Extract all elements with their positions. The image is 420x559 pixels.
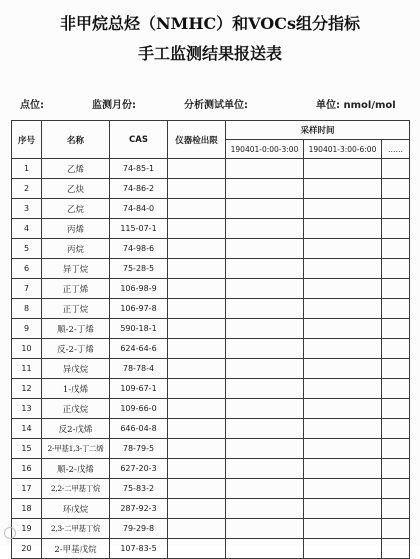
cas-number: 646-04-8 [110,419,168,439]
time-slot-2-cell [304,499,382,519]
row-number: 19 [12,519,42,539]
header-no: 序号 [12,121,42,159]
results-table [11,120,410,559]
detection-limit-cell [168,239,226,259]
time-slot-more-cell [382,259,410,279]
detection-limit-cell [168,199,226,219]
time-slot-1-cell [226,319,304,339]
row-number: 18 [12,499,42,519]
compound-name: 顺-2-丁烯 [42,319,110,339]
table-row [12,499,410,519]
table-row [12,339,410,359]
table-row [12,319,410,339]
row-number: 6 [12,259,42,279]
time-slot-more-cell [382,419,410,439]
cas-number: 79-29-8 [110,519,168,539]
detection-limit-cell [168,179,226,199]
row-number: 8 [12,299,42,319]
detection-limit-cell [168,319,226,339]
time-slot-2-cell [304,479,382,499]
compound-name: 2-甲基1,3-丁二烯 [42,439,110,459]
time-slot-more-cell [382,439,410,459]
table-row [12,179,410,199]
header-time-slot-more: …… [382,140,410,159]
row-number: 15 [12,439,42,459]
time-slot-1-cell [226,539,304,559]
table-row [12,539,410,559]
detection-limit-cell [168,159,226,179]
time-slot-2-cell [304,419,382,439]
time-slot-2-cell [304,159,382,179]
compound-name: 乙烯 [42,159,110,179]
table-row [12,299,410,319]
cas-number: 74-98-6 [110,239,168,259]
row-number: 5 [12,239,42,259]
time-slot-1-cell [226,459,304,479]
row-number: 7 [12,279,42,299]
time-slot-2-cell [304,539,382,559]
cas-number: 109-66-0 [110,399,168,419]
cas-number: 590-18-1 [110,319,168,339]
compound-name: 2-甲基戊烷 [42,539,110,559]
time-slot-1-cell [226,179,304,199]
cas-number: 74-85-1 [110,159,168,179]
table-row [12,459,410,479]
compound-name: 乙炔 [42,179,110,199]
table-row [12,219,410,239]
cas-number: 287-92-3 [110,499,168,519]
time-slot-2-cell [304,279,382,299]
compound-name: 丙烯 [42,219,110,239]
time-slot-1-cell [226,379,304,399]
header-time-slot-1: 190401-0:00-3:00 [226,140,304,159]
time-slot-2-cell [304,379,382,399]
time-slot-more-cell [382,539,410,559]
detection-limit-cell [168,519,226,539]
time-slot-1-cell [226,499,304,519]
cas-number: 75-28-5 [110,259,168,279]
time-slot-2-cell [304,519,382,539]
cas-number: 109-67-1 [110,379,168,399]
detection-limit-cell [168,459,226,479]
time-slot-1-cell [226,279,304,299]
detection-limit-cell [168,439,226,459]
detection-limit-cell [168,499,226,519]
time-slot-more-cell [382,319,410,339]
compound-name: 2,3-二甲基丁烷 [42,519,110,539]
row-number: 1 [12,159,42,179]
time-slot-1-cell [226,339,304,359]
table-row [12,199,410,219]
row-number: 12 [12,379,42,399]
time-slot-1-cell [226,479,304,499]
time-slot-more-cell [382,279,410,299]
time-slot-2-cell [304,199,382,219]
time-slot-2-cell [304,219,382,239]
time-slot-more-cell [382,239,410,259]
compound-name: 反2-戊烯 [42,419,110,439]
time-slot-more-cell [382,299,410,319]
detection-limit-cell [168,539,226,559]
time-slot-more-cell [382,519,410,539]
table-row [12,359,410,379]
time-slot-more-cell [382,359,410,379]
time-slot-more-cell [382,459,410,479]
header-time-slot-2: 190401-3:00-6:00 [304,140,382,159]
compound-name: 反-2-丁烯 [42,339,110,359]
compound-name: 环戊烷 [42,499,110,519]
time-slot-more-cell [382,179,410,199]
time-slot-2-cell [304,179,382,199]
compound-name: 乙烷 [42,199,110,219]
table-row [12,279,410,299]
row-number: 11 [12,359,42,379]
detection-limit-cell [168,259,226,279]
time-slot-more-cell [382,339,410,359]
detection-limit-cell [168,279,226,299]
table-row [12,419,410,439]
time-slot-2-cell [304,359,382,379]
time-slot-1-cell [226,259,304,279]
cas-number: 624-64-6 [110,339,168,359]
compound-name: 正丁烷 [42,299,110,319]
row-number: 2 [12,179,42,199]
row-number: 9 [12,319,42,339]
monitoring-month-label: 监测月份: [92,100,136,111]
detection-limit-cell [168,299,226,319]
time-slot-more-cell [382,499,410,519]
time-slot-more-cell [382,159,410,179]
row-number: 17 [12,479,42,499]
testing-unit-label: 分析测试单位: [184,100,248,111]
detection-limit-cell [168,379,226,399]
location-label: 点位: [20,100,44,111]
cas-number: 627-20-3 [110,459,168,479]
cas-number: 74-84-0 [110,199,168,219]
table-row [12,239,410,259]
time-slot-2-cell [304,239,382,259]
time-slot-1-cell [226,359,304,379]
time-slot-more-cell [382,219,410,239]
compound-name: 正丁烯 [42,279,110,299]
compound-name: 丙烷 [42,239,110,259]
compound-name: 1-戊烯 [42,379,110,399]
header-name: 名称 [42,121,110,159]
compound-name: 异丁烷 [42,259,110,279]
time-slot-2-cell [304,339,382,359]
table-row [12,259,410,279]
time-slot-more-cell [382,199,410,219]
detection-limit-cell [168,419,226,439]
cas-number: 106-98-9 [110,279,168,299]
time-slot-1-cell [226,219,304,239]
table-row [12,439,410,459]
cas-number: 115-07-1 [110,219,168,239]
time-slot-1-cell [226,419,304,439]
cas-number: 78-78-4 [110,359,168,379]
table-body [12,159,410,559]
time-slot-1-cell [226,299,304,319]
time-slot-1-cell [226,239,304,259]
detection-limit-cell [168,359,226,379]
header-sampling-time: 采样时间 [226,121,410,140]
table-row [12,479,410,499]
table-header-row [12,121,410,140]
row-number: 14 [12,419,42,439]
time-slot-1-cell [226,399,304,419]
compound-name: 顺-2-戊烯 [42,459,110,479]
cas-number: 74-86-2 [110,179,168,199]
detection-limit-cell [168,219,226,239]
time-slot-2-cell [304,459,382,479]
time-slot-more-cell [382,399,410,419]
cas-number: 107-83-5 [110,539,168,559]
detection-limit-cell [168,479,226,499]
document-subtitle: 手工监测结果报送表 [137,44,282,63]
compound-name: 正戊烷 [42,399,110,419]
compound-name: 2,2-二甲基丁烷 [42,479,110,499]
time-slot-2-cell [304,259,382,279]
header-detection-limit: 仪器检出限 [168,121,226,159]
document-title: 非甲烷总烃（NMHC）和VOCs组分指标 [59,14,360,33]
time-slot-1-cell [226,439,304,459]
time-slot-2-cell [304,299,382,319]
time-slot-1-cell [226,199,304,219]
measurement-unit-label: 单位: nmol/mol [316,100,396,111]
time-slot-2-cell [304,439,382,459]
time-slot-2-cell [304,319,382,339]
table-row [12,379,410,399]
row-number: 4 [12,219,42,239]
header-cas: CAS [110,121,168,159]
time-slot-1-cell [226,519,304,539]
compound-name: 异戊烷 [42,359,110,379]
table-row [12,519,410,539]
time-slot-more-cell [382,479,410,499]
cas-number: 75-83-2 [110,479,168,499]
time-slot-2-cell [304,399,382,419]
cas-number: 78-79-5 [110,439,168,459]
row-number: 16 [12,459,42,479]
row-number: 20 [12,539,42,559]
table-row [12,399,410,419]
cas-number: 106-97-8 [110,299,168,319]
row-number: 13 [12,399,42,419]
wechat-logo-icon [4,527,16,539]
watermark [4,527,16,539]
detection-limit-cell [168,399,226,419]
time-slot-more-cell [382,379,410,399]
row-number: 3 [12,199,42,219]
row-number: 10 [12,339,42,359]
time-slot-1-cell [226,159,304,179]
table-row [12,159,410,179]
detection-limit-cell [168,339,226,359]
